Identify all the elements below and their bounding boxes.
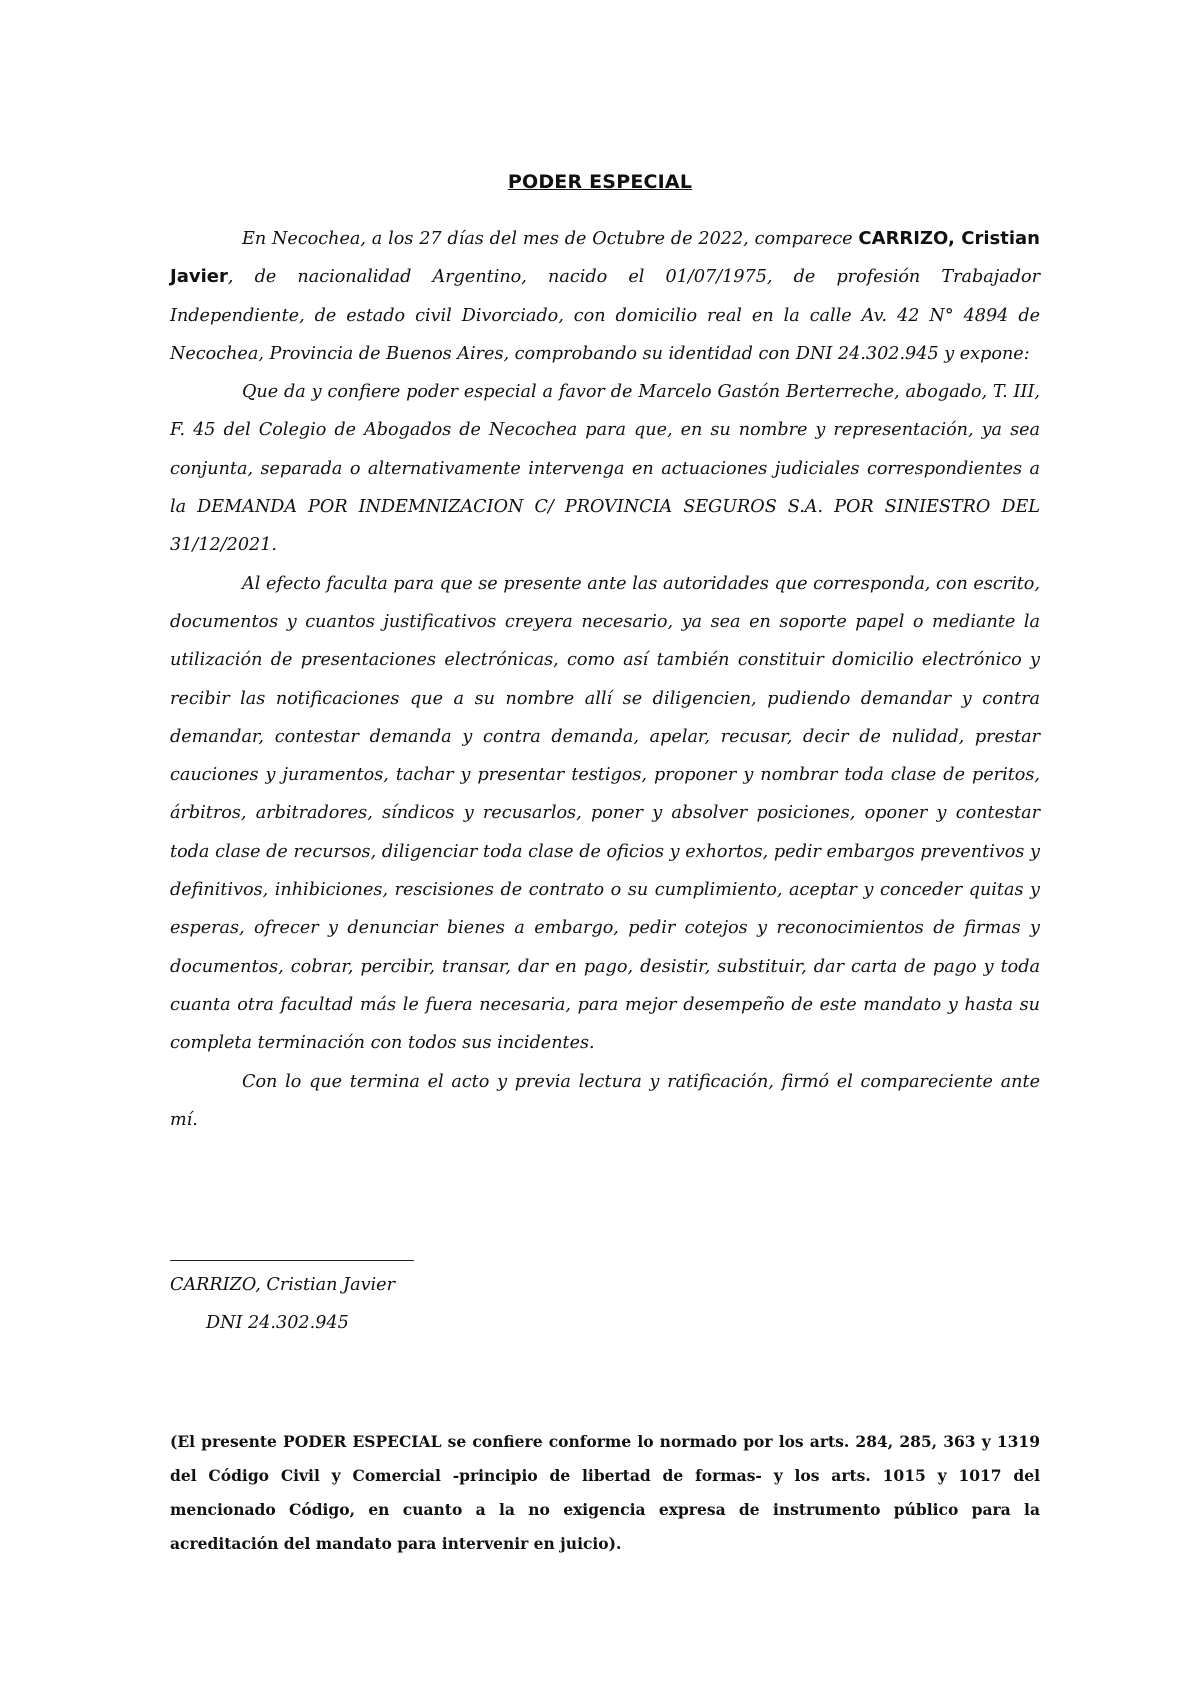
document-body bbox=[170, 220, 1040, 1139]
signature-dni: DNI 24.302.945 bbox=[206, 1313, 349, 1333]
paragraph-appearance bbox=[170, 220, 1040, 373]
signature-line bbox=[170, 1260, 414, 1261]
paragraph-appearance-rest: , de nacionalidad Argentino, nacido el 01/07/1975, de profesión Trabajador Independiente, de estado civil Divorciado, con domicilio real en la calle Av. 42 N° 4894 de Necochea, Provincia de Buenos Aires, comprobando su identidad con DNI 24.302.945 y expone: bbox=[170, 267, 1040, 364]
paragraph-appearance-intro: En Necochea, a los 27 días del mes de Octubre de 2022, comparece bbox=[242, 229, 859, 249]
paragraph-grant: Que da y confiere poder especial a favor de Marcelo Gastón Berterreche, abogado, T. III, F. 45 del Colegio de Abogados de Necochea para que, en su nombre y representación, ya sea conjunta, separada o alternativamente intervenga en actuaciones judiciales correspondientes a la DEMANDA POR INDEMNIZACION C/ PROVINCIA SEGUROS S.A. POR SINIESTRO DEL 31/12/2021. bbox=[170, 382, 1040, 556]
paragraph-closing: Con lo que termina el acto y previa lectura y ratificación, firmó el compareciente ante mí. bbox=[170, 1071, 1040, 1130]
appearing-party-name: CARRIZO, Cristian Javier bbox=[170, 228, 1040, 288]
paragraph-powers: Al efecto faculta para que se presente ante las autoridades que corresponda, con escrito, documentos y cuantos justificativos creyera necesario, ya sea en soporte papel o mediante la utilización de presentaciones electrónicas, como así también constituir domicilio electrónico y recibir las notificaciones que a su nombre allí se diligencien, pudiendo demandar y contra demandar, contestar demanda y contra demanda, apelar, recusar, decir de nulidad, prestar cauciones y juramentos, tachar y presentar testigos, proponer y nombrar toda clase de peritos, árbitros, arbitradores, síndicos y recusarlos, poner y absolver posiciones, oponer y contestar toda clase de recursos, diligenciar toda clase de oficios y exhortos, pedir embargos preventivos y definitivos, inhibiciones, rescisiones de contrato o su cumplimiento, aceptar y conceder quitas y esperas, ofrecer y denunciar bienes a embargo, pedir cotejos y reconocimientos de firmas y documentos, cobrar, percibir, transar, dar en pago, desistir, substituir, dar carta de pago y toda cuanta otra facultad más le fuera necesaria, para mejor desempeño de este mandato y hasta su completa terminación con todos sus incidentes. bbox=[170, 573, 1040, 1054]
document-title: PODER ESPECIAL bbox=[507, 171, 693, 193]
legal-footnote: (El presente PODER ESPECIAL se confiere conforme lo normado por los arts. 284, 285, 363 y 1319 del Código Civil y Comercial -principio de libertad de formas- y los arts. 1015 y 1017 del mencionado Código, en cuanto a la no exigencia expresa de instrumento público para la acreditación del mandato para intervenir en juicio). bbox=[170, 1432, 1040, 1553]
signature-name: CARRIZO, Cristian Javier bbox=[170, 1275, 395, 1295]
